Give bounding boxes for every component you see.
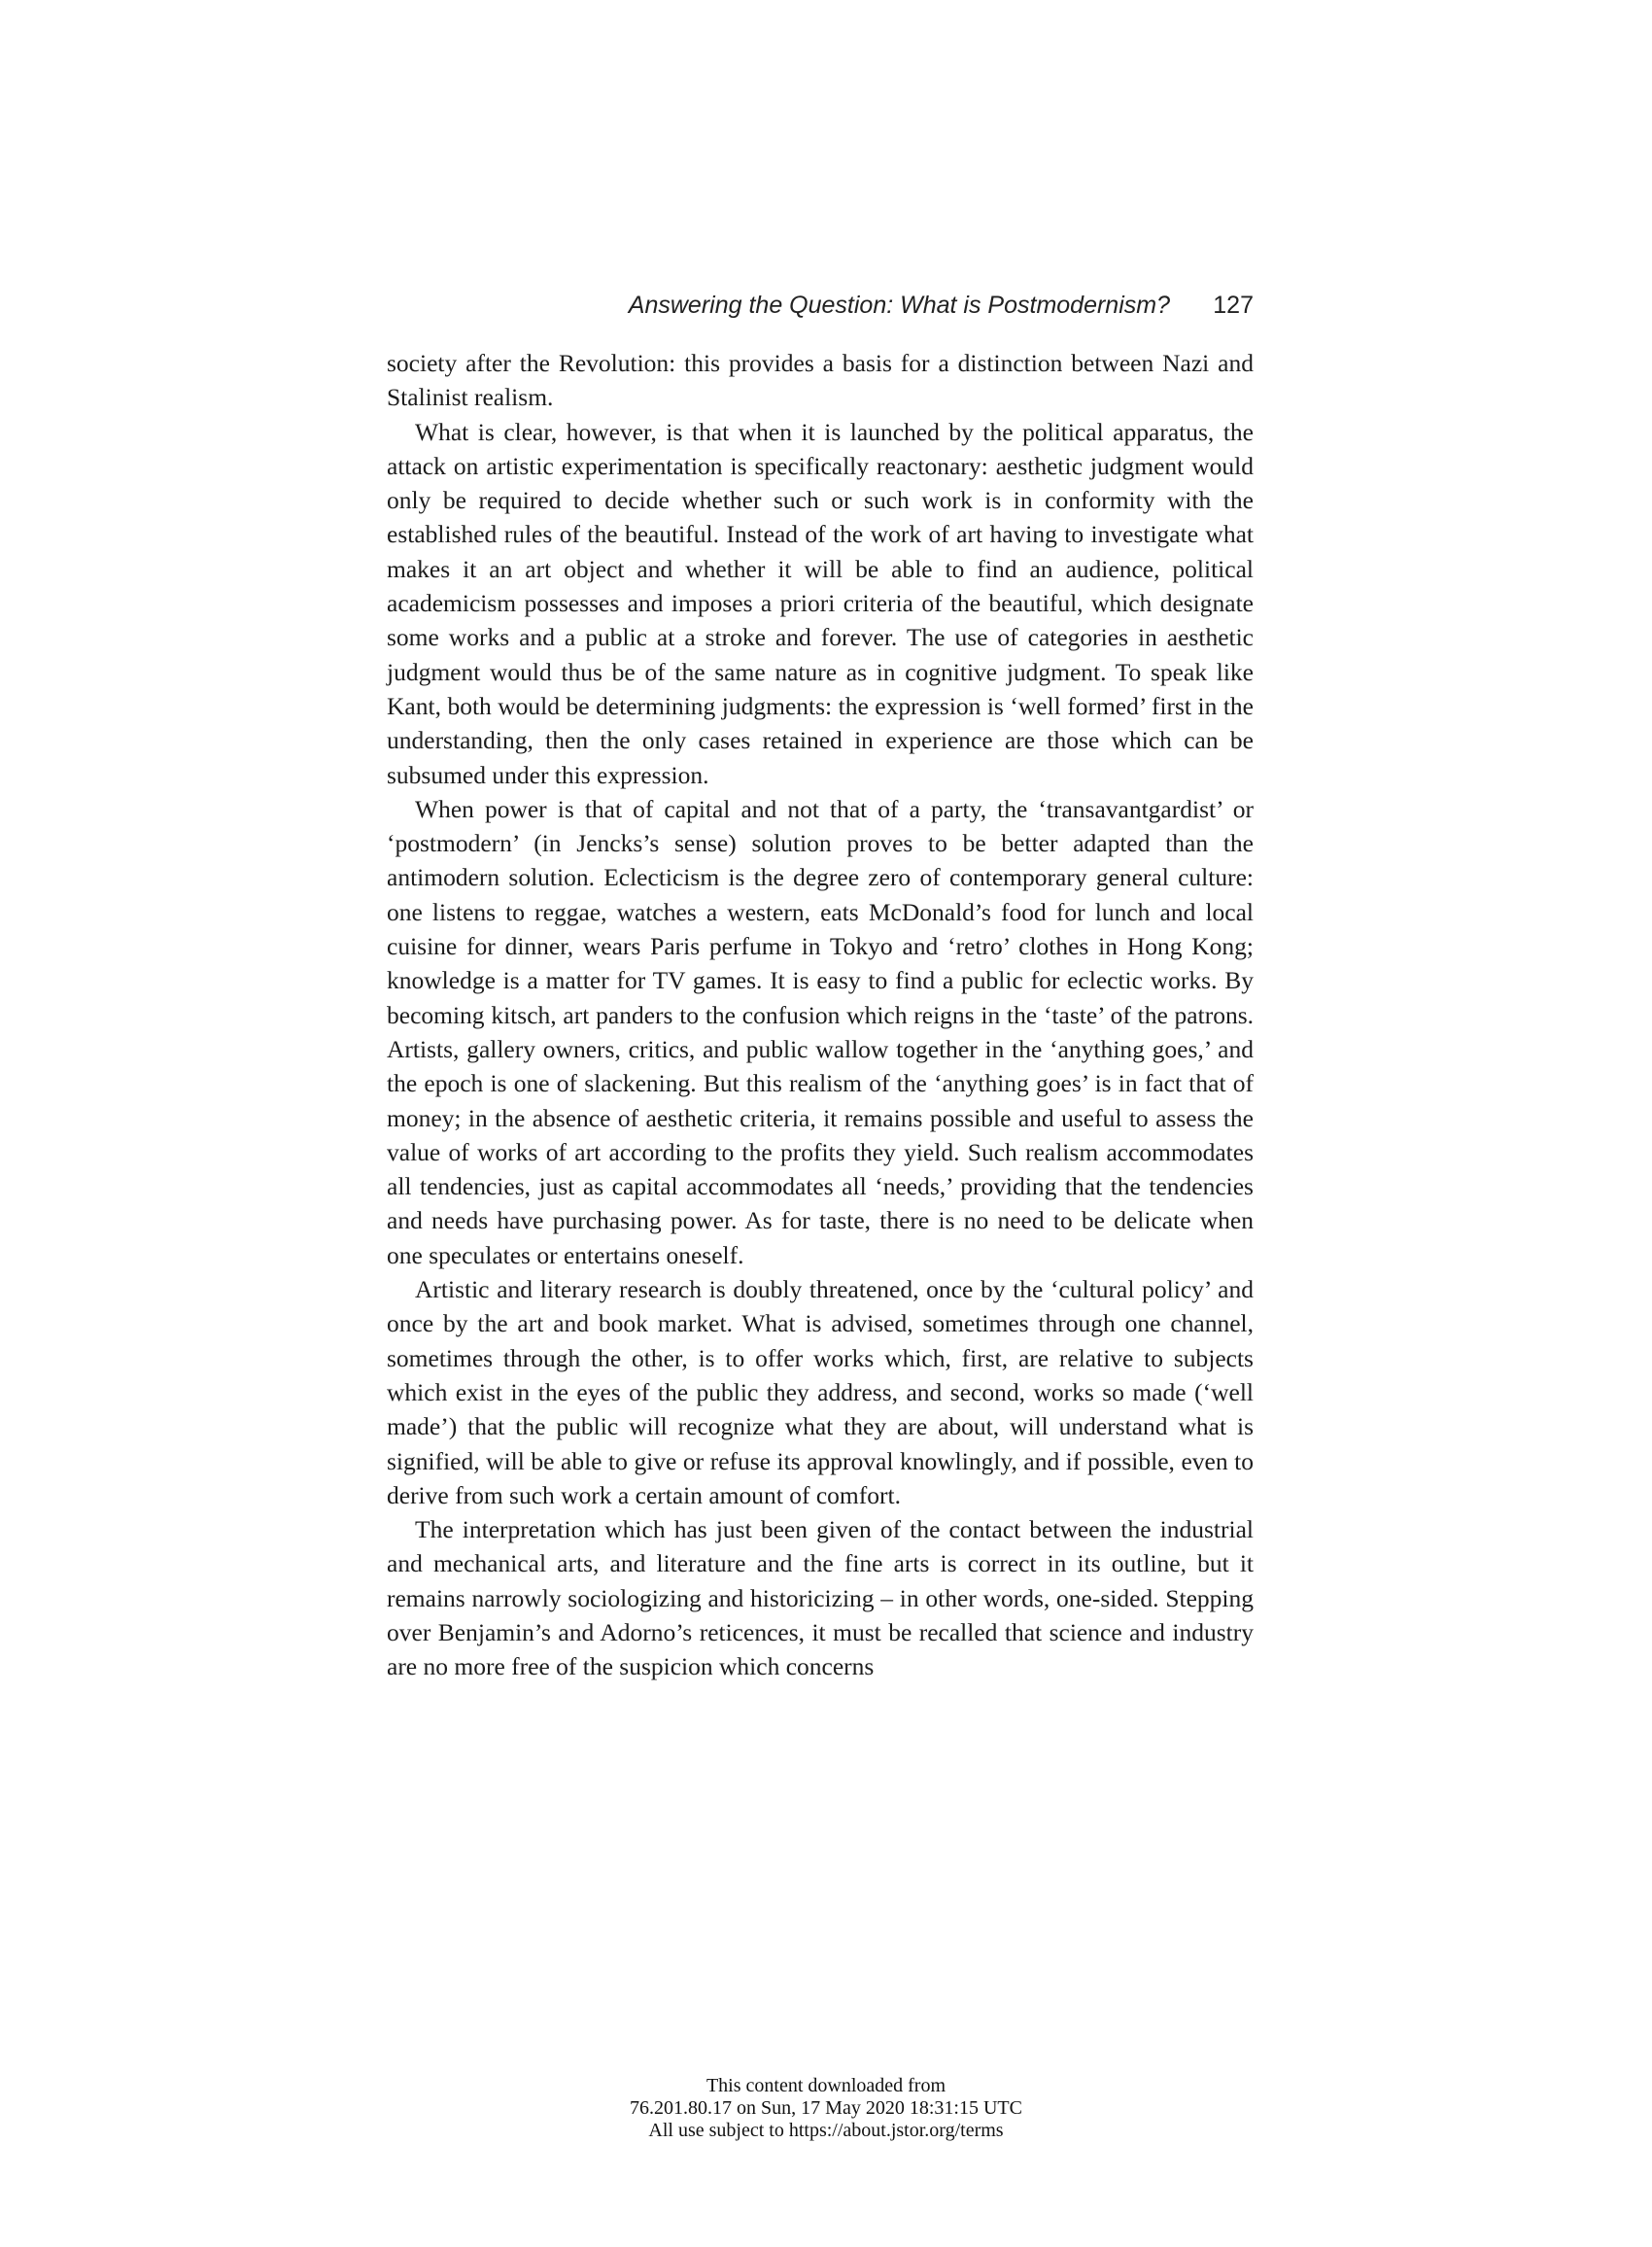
page-number: 127 — [1213, 292, 1254, 319]
jstor-footer — [534, 2075, 1118, 2142]
paragraph-continued: society after the Revolution: this provides a basis for a distinction between Nazi and Stalinist realism. — [387, 349, 1254, 412]
running-head — [387, 292, 1254, 330]
paragraph: When power is that of capital and not that of a party, the ‘transavantgardist’ or ‘postmodern’ (in Jencks’s sense) solution proves to be better adapted than the antimodern solution. Eclecticism is the degree zero of contemporary general culture: one listens to reggae, watches a western, eats McDonald’s food for lunch and local cuisine for dinner, wears Paris perfume in Tokyo and ‘retro’ clothes in Hong Kong; knowledge is a matter for TV games. It is easy to find a public for eclectic works. By becoming kitsch, art panders to the confusion which reigns in the ‘taste’ of the patrons. Artists, gallery owners, critics, and public wallow together in the ‘anything goes,’ and the epoch is one of slackening. But this realism of the ‘anything goes’ is in fact that of money; in the absence of aesthetic criteria, it remains possible and useful to assess the value of works of art according to the profits they yield. Such realism accommodates all tendencies, just as capital accommodates all ‘needs,’ providing that the tendencies and needs have purchasing power. As for taste, there is no need to be delicate when one speculates or entertains oneself. — [387, 794, 1254, 1269]
paragraph: Artistic and literary research is doubly threatened, once by the ‘cultural policy’ and once by the art and book market. What is advised, sometimes through one channel, sometimes through the other, is to offer works which, first, are relative to subjects which exist in the eyes of the public they address, and second, works so made (‘well made’) that the public will recognize what they are about, will understand what is signified, will be able to give or refuse its approval knowlingly, and if possible, even to derive from such work a certain amount of comfort. — [387, 1275, 1254, 1509]
body-text — [387, 346, 1254, 1684]
running-head-title: Answering the Question: What is Postmodernism? — [628, 292, 1170, 319]
footer-line-download: This content downloaded from — [706, 2075, 946, 2096]
paragraph: What is clear, however, is that when it is launched by the political apparatus, the attack on artistic experimentation is specifically reactonary: aesthetic judgment would only be required to decide whether such or such work is in conformity with the established rules of the beautiful. Instead of the work of art having to investigate what makes it an art object and whether it will be able to find an audience, political academicism possesses and imposes a priori criteria of the beautiful, which designate some works and a public at a stroke and forever. The use of categories in aesthetic judgment would thus be of the same nature as in cognitive judgment. To speak like Kant, both would be determining judgments: the expression is ‘well formed’ first in the understanding, then the only cases retained in experience are those which can be subsumed under this expression. — [387, 417, 1254, 789]
footer-line-ip-timestamp: 76.201.80.17 on Sun, 17 May 2020 18:31:15 UTC — [630, 2097, 1022, 2119]
footer-line-terms: All use subject to https://about.jstor.org/terms — [648, 2120, 1004, 2141]
paragraph: The interpretation which has just been given of the contact between the industrial and mechanical arts, and literature and the fine arts is correct in its outline, but it remains narrowly sociologizing and historicizing – in other words, one-sided. Stepping over Benjamin’s and Adorno’s reticences, it must be recalled that science and industry are no more free of the suspicion which concerns — [387, 1515, 1254, 1681]
